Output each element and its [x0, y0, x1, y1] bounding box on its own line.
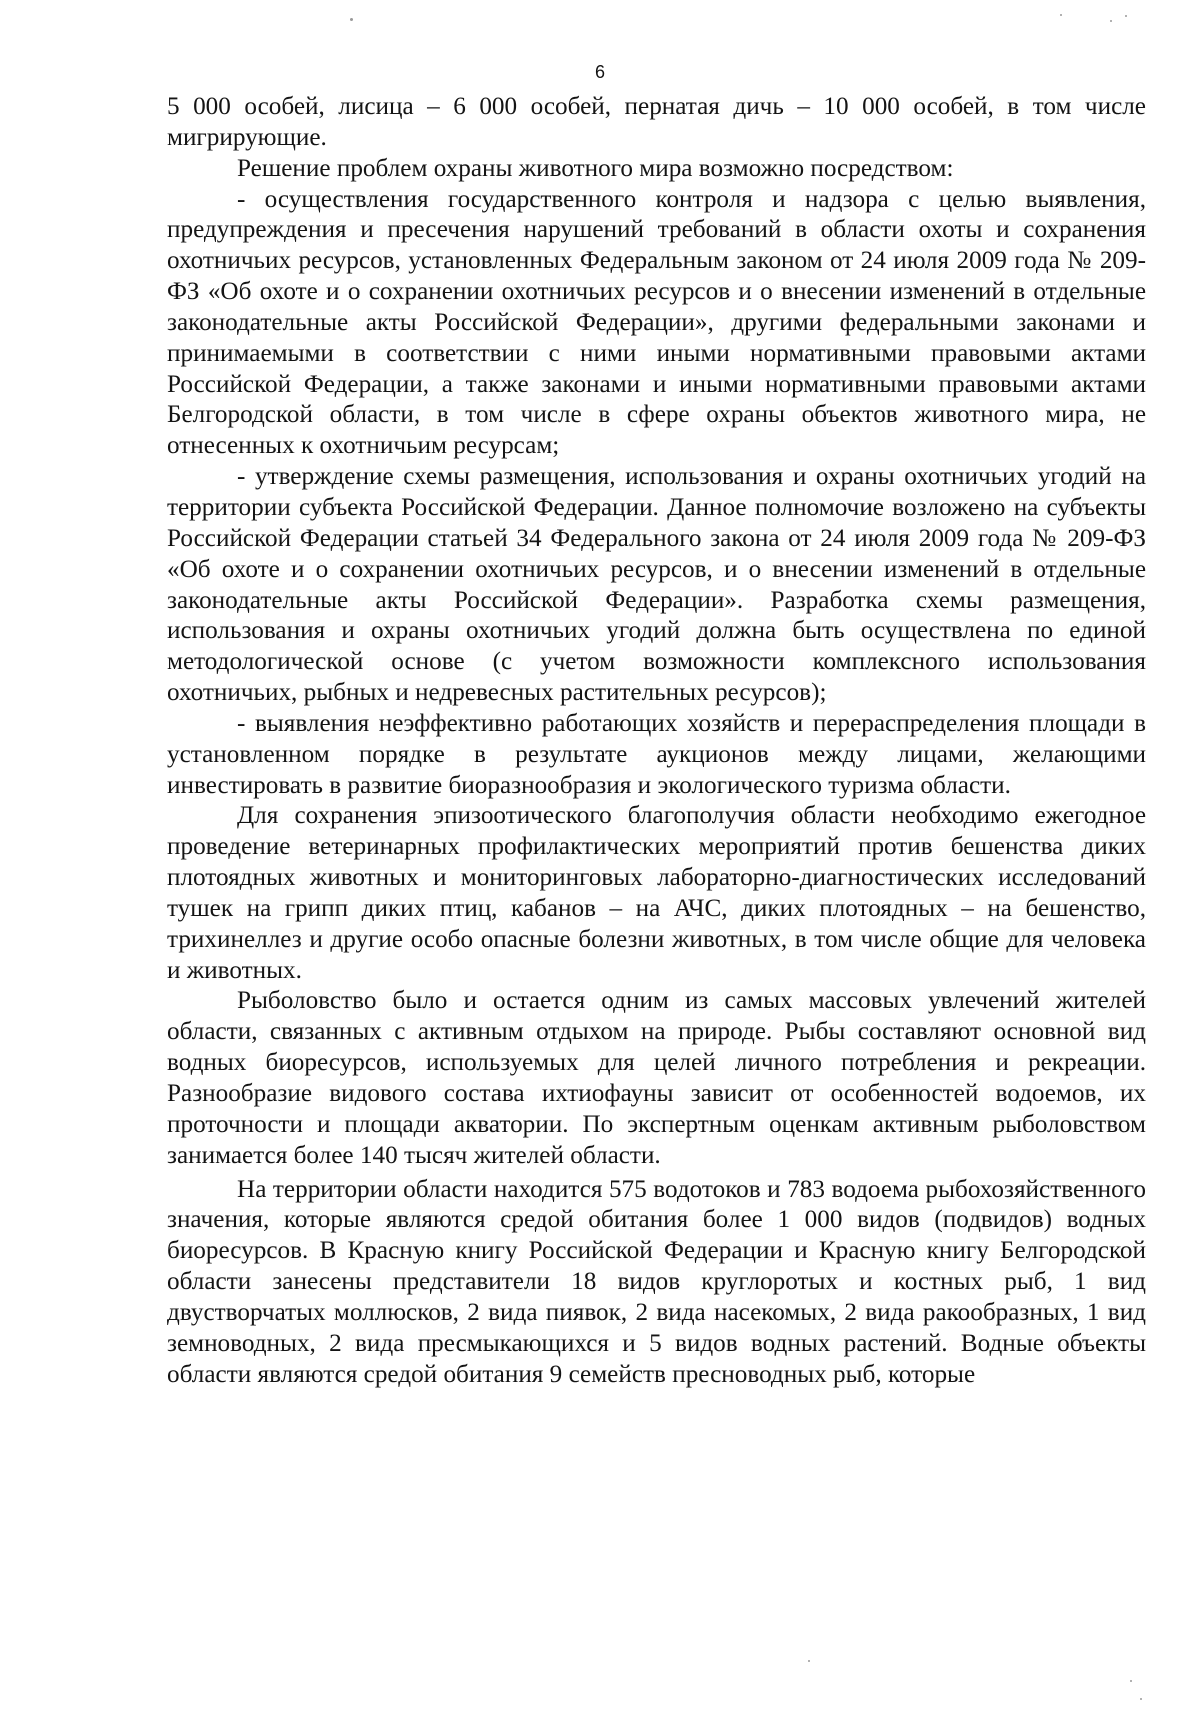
list-item-hunting-scheme: - утверждение схемы размещения, использования и охраны охотничьих угодий на территории субъекта Российской Федерации. Данное полномочие возложено на субъекты Российской Федерации статьей 34 Федерального закона от 24 июля 2009 года № 209-ФЗ «Об охоте и о сохранении охотничьих ресурсов, и о внесении изменений в отдельные законодательные акты Российской Федерации». Разработка схемы размещения, использования и охраны охотничьих угодий должна быть осуществлена по единой методологической основе (с учетом возможности комплексного использования охотничьих, рыбных и недревесных растительных ресурсов); [167, 463, 1146, 707]
list-item-state-control: - осуществления государственного контроля и надзора с целью выявления, предупреждения и пресечения нарушений требований в области охоты и сохранения охотничьих ресурсов, установленных Федеральным законом от 24 июля 2009 года № 209-ФЗ «Об охоте и о сохранении охотничьих ресурсов и о внесении изменений в отдельные законодательные акты Российской Федерации», другими федеральными законами и принимаемыми в соответствии с ними иными нормативными правовыми актами Российской Федерации, а также законами и иными нормативными правовыми актами Белгородской области, в том числе в сфере охраны объектов животного мира, не отнесенных к охотничьим ресурсам; [167, 185, 1146, 460]
scan-speck [1110, 20, 1112, 22]
scan-speck [1130, 1680, 1132, 1682]
paragraph-continuation: 5 000 особей, лисица – 6 000 особей, пернатая дичь – 10 000 особей, в том числе мигрирующие. [167, 93, 1146, 151]
page-number: 6 [594, 62, 605, 82]
paragraph-epizootic: Для сохранения эпизоотического благополучия области необходимо ежегодное проведение ветеринарных профилактических мероприятий против бешенства диких плотоядных животных и мониторинговых лабораторно-диагностических исследований тушек на грипп диких птиц, кабанов – на АЧС, диких плотоядных – на бешенство, трихинеллез и другие особо опасные болезни животных, в том числе общие для человека и животных. [167, 802, 1146, 984]
paragraph-measures-intro: Решение проблем охраны животного мира возможно посредством: [237, 154, 954, 182]
list-item-redistribution: - выявления неэффективно работающих хозяйств и перераспределения площади в установленном порядке в результате аукционов между лицами, желающими инвестировать в развитие биоразнообразия и экологического туризма области. [167, 709, 1146, 799]
paragraph-fishing: Рыболовство было и остается одним из самых массовых увлечений жителей области, связанных с активным отдыхом на природе. Рыбы составляют основной вид водных биоресурсов, используемых для целей личного потребления и рекреации. Разнообразие видового состава ихтиофауны зависит от особенностей водоемов, их проточности и площади акватории. По экспертным оценкам активным рыболовством занимается более 140 тысяч жителей области. [167, 987, 1146, 1169]
scan-speck [808, 1660, 810, 1662]
scan-speck [1125, 15, 1127, 17]
scan-speck [1140, 1698, 1142, 1700]
scan-speck [1060, 14, 1062, 16]
document-body [167, 92, 1146, 1390]
scan-speck [350, 18, 353, 21]
paragraph-water-bodies: На территории области находится 575 водотоков и 783 водоема рыбохозяйственного значения, которые являются средой обитания более 1 000 видов (подвидов) водных биоресурсов. В Красную книгу Российской Федерации и Красную книгу Белгородской области занесены представители 18 видов круглоротых и костных рыб, 1 вид двустворчатых моллюсков, 2 вида пиявок, 2 вида насекомых, 2 вида ракообразных, 1 вид земноводных, 2 вида пресмыкающихся и 5 видов водных растений. Водные объекты области являются средой обитания 9 семейств пресноводных рыб, которые [167, 1175, 1146, 1388]
